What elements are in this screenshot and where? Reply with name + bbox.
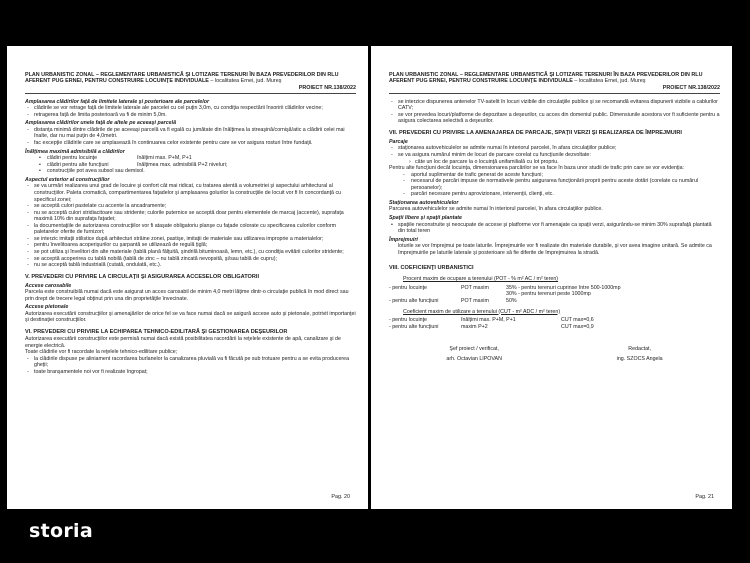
chapter-title: VII. PREVEDERI CU PRIVIRE LA AMENAJAREA DE PARCAJE, SPAŢII VERZI ŞI REALIZAREA DE ÎMPREJMUIRI — [389, 129, 682, 136]
height-row-label: • construcţiile pot avea subsol sau demisol. — [47, 168, 145, 175]
table-row — [389, 298, 720, 305]
list-item — [25, 168, 356, 175]
section-title: Înălţimea maximă admisibilă a clădirilor — [25, 148, 125, 155]
table-cell: - pentru locuinţe — [389, 284, 427, 291]
document-header — [389, 72, 720, 85]
table-cell: - pentru locuinţe — [389, 317, 427, 324]
signature-left — [446, 346, 502, 362]
signature-name: ing. SZOCS Angela — [616, 355, 663, 362]
document-header — [25, 72, 356, 85]
table-cell: maxim P+2 — [461, 323, 488, 330]
project-number: PROIECT NR.138/2022 — [389, 85, 720, 94]
page-number: Pag. 21 — [695, 494, 714, 501]
cut-title: Coeficient maxim de utilizare a terenului (CUT - m² ADC / m² teren) — [403, 308, 561, 315]
list-item: - toate branşamentele noi vor fi realizate îngropat; — [25, 369, 356, 376]
table-cell: - pentru alte funcţiuni — [389, 298, 439, 305]
storia-logo: storia — [29, 520, 93, 542]
height-row-label: • clădiri pentru locuinţe — [47, 155, 98, 162]
table-cell: CUT max=0,6 — [561, 317, 594, 324]
chapter-title: V. PREVEDERI CU PRIVIRE LA CIRCULAŢII ŞI ASIGURAREA ACCESELOR OBLIGATORII — [25, 273, 260, 280]
table-cell: 30% - pentru terenuri peste 1000mp — [506, 291, 591, 298]
list-item: - clădirile se vor retrage faţă de limitele laterale ale parcelei cu cel puţin 3,0m, cu condiţia respectării însoririi clădirilor vecine; — [25, 105, 356, 112]
bullet-list — [25, 155, 356, 175]
paragraph: Parcela este construibilă numai dacă este asigurat un acces carosabil de minim 4,0 metri lăţime dintr-o circulaţie publică în mod direct sau prin drept de trecere legal obţinut prin una din proprietăţile învecinate. — [25, 289, 349, 302]
signatures — [389, 346, 720, 362]
list-item: - nu se acceptă culori stridiacitoare sau stridente; culorile puternice se acceptă doar pentru elementele de marcaj (accente), suprafaţa maximă 10% din suprafaţa faţadei; — [25, 210, 356, 223]
table-cell: - pentru alte funcţiuni — [389, 323, 439, 330]
document-page-21 — [371, 46, 732, 509]
list-item: - se acceptă acoperirea cu tablă nobilă (tablă de zinc – nu tablă zincată nevopsită, şi/sau tablă de cupru); — [25, 256, 356, 263]
header-municipality: – localitatea Ernei, jud. Mureş — [210, 78, 282, 85]
bullet-list — [25, 127, 356, 147]
bullet-list — [389, 145, 720, 165]
section-title: Accese pietonale — [25, 304, 69, 311]
list-item: - staţionarea autovehiculelor se admite numai în interiorul parcelei, în afara circulaţiilor publice; — [389, 145, 720, 152]
cut-table — [389, 317, 720, 330]
bullet-list — [25, 183, 356, 268]
height-row-value: înălţimi max. P+M, P+1 — [137, 155, 192, 162]
chapter-title: VI. PREVEDERI CU PRIVIRE LA ECHIPAREA TEHNICO-EDILITARĂ ŞI GESTIONAREA DEŞEURILOR — [25, 329, 288, 336]
list-item: - la clădirile dispuse pe aliniament racordarea burlanelor la canalizarea pluvială va fi făcută pe sub trotuare pentru a se evita producerea gheţii; — [25, 356, 356, 369]
list-item: - distanţa minimă dintre clădirile de pe aceeaşi parcelă va fi egală cu jumătate din înălţimea la streaşină/cornişă/atic a clădirii celei mai înalte, dar nu mai puţin de 4,0metri. — [25, 127, 356, 140]
bullet-list — [25, 105, 356, 118]
section-title: Staţionarea autovehiculelor — [389, 199, 459, 206]
table-cell: POT maxim — [461, 284, 489, 291]
section-title: Aspectul exterior al construcţiilor — [25, 176, 110, 183]
project-number: PROIECT NR.138/2022 — [25, 85, 356, 94]
section-title: Spaţii libere şi spaţii plantate — [389, 215, 463, 222]
list-item: - se va urmări realizarea unui grad de locuire şi confort cât mai ridicat, cu tratarea atentă a volumetriei şi aspectului arhitectural al construcţiilor. Paleta cromatică, compartimentarea faţadelor şi amplasarea golurilor la construcţiile de locuit vor fi în concordanţă cu specificul zonei; — [25, 183, 356, 203]
table-row — [389, 324, 720, 331]
table-cell: CUT max=0,9 — [561, 323, 594, 330]
pot-title: Procent maxim de ocupare a terenului (POT - % m² AC / m² teren) — [403, 276, 559, 283]
bullet-list — [25, 356, 356, 376]
page-content — [25, 72, 356, 491]
section-title: Împrejmuiri — [389, 236, 418, 243]
paragraph: Pentru alte funcţiuni decât locuinţa, dimensionarea parcărilor se va face în baza unor studii de trafic prin care se vor evidenţia: — [389, 165, 685, 172]
paragraph: loturile se vor împrejmui pe toate laturile. Împrejmuirile vor fi realizate din materiale durabile, şi vor avea imagine unitară. Se admite ca împrejmuirile pe laturile laterale şi posterioare să fie diferite de împrejmuirea la stradă. — [398, 243, 712, 256]
paragraph: Parcarea autovehiculelor se admite numai în interiorul parcelei, în afara circulaţiilor publice. — [389, 206, 603, 213]
bullet-list — [389, 172, 720, 198]
signature-role: Redactat, — [628, 346, 651, 353]
signature-role: Şef proiect / verificat, — [449, 346, 499, 353]
paragraph: Autorizarea executării construcţiilor şi amenajărilor de orice fel se va face numai dacă se asigură accese auto şi pietonale, potrivit importanţei şi destinaţiei construcţiilor. — [25, 310, 356, 324]
signature-right — [617, 346, 663, 362]
bullet-list — [389, 99, 720, 125]
table-cell: 50% — [506, 298, 517, 305]
list-item: › câte un loc de parcare la o locuinţă unifamilială cu lot propriu. — [389, 159, 720, 166]
header-title: PLAN URBANISTIC ZONAL – REGLEMENTARE URBANISTICĂ ŞI LOTIZARE TERENURI ÎN BAZA PREVEDERILOR DIN RLU AFERENT PUG ERNEI, PENTRU CONSTRUIRE LOCUINŢE INDIVIDUALE — [389, 72, 703, 85]
list-item: - fac excepţie clădirile care se amplasează în continuarea celor existente pentru care se vor asigura rosturi între fundaţii. — [25, 140, 356, 147]
list-item: - se vor prevedea locuri/platforme de depozitare a deşeurilor, cu acces din domeniul public. Dimensiunile acestora vor fi suficiente pentru a asigura colectarea selectivă a deşeurilor. — [389, 112, 720, 125]
section-title: Amplasarea clădirilor faţă de limitele laterale şi posterioare ale parcelelor — [25, 98, 210, 105]
list-item: - se acceptă culori pastelate cu accente la ancadramente; — [25, 203, 356, 210]
header-title: PLAN URBANISTIC ZONAL – REGLEMENTARE URBANISTICĂ ŞI LOTIZARE TERENURI ÎN BAZA PREVEDERILOR DIN RLU AFERENT PUG ERNEI, PENTRU CONSTRUIRE LOCUINŢE INDIVIDUALE — [25, 72, 339, 85]
bullet-list — [389, 222, 720, 235]
page-content — [389, 72, 720, 491]
table-cell: POT maxim — [461, 298, 489, 305]
paragraph: Autorizarea executării construcţiilor este permisă numai dacă există posibilitatea racordării la reţelele existente de apă, canalizare şi de energie electrică. — [25, 335, 341, 349]
section-title: Amplasarea clădirilor unele faţă de altele pe aceeaşi parcelă — [25, 120, 177, 127]
height-row-value: înălţimea max. admisibilă P+2 niveluri; — [137, 161, 228, 168]
header-municipality: – localitatea Ernei, jud. Mureş — [574, 78, 646, 85]
list-item: - se interzice dispunerea antenelor TV-satelit în locuri vizibile din circulaţiile publice şi se recomandă evitarea dispunerii vizibile a cablurilor CATV; — [389, 99, 720, 112]
list-item: - nu se acceptă tablă industrială (cutată, ondulată, etc.). — [25, 262, 356, 269]
paragraph: Toate clădirile vor fi racordate la reţelele tehnico-edilitare publice; — [25, 349, 178, 356]
list-item: - se interzic imitaţii stilistice după arhitecturi străine zonei, pastişe, imitaţii de materiale sau utilizarea improprie a materialelor; — [25, 236, 356, 243]
list-item: - retragerea faţă de limita posterioară va fi de minim 5,0m. — [25, 112, 356, 119]
list-item: - necesarul de parcări impuse de normativele pentru asigurarea funcţionării proprii pentru aceste dotări (corelate cu numărul persoanelor); — [389, 178, 720, 191]
list-item: • spaţiile neconstruite şi neocupate de accese şi platforme vor fi amenajate ca spaţii verzi, asigurându-se minim 30% suprafaţă plantată din total teren — [389, 222, 720, 235]
section-title: Accese carosabile — [25, 282, 72, 289]
height-row-label: • clădiri pentru alte funcţiuni — [47, 161, 109, 168]
list-item: - parcări necesare pentru aprovizionare, intervenţii, clienţi, etc. — [389, 191, 720, 198]
list-item: - la documentaţiile de autorizarea construcţiilor vor fi ataşate obligatoriu planşe cu faţade colorate cu specificarea culorilor conform paletarelor oferite de furnizori; — [25, 223, 356, 236]
list-item: - se va asigura numărul minim de locuri de parcare corelat cu funcţiunile dezvoltate: — [389, 152, 720, 159]
section-title: Parcaje — [389, 138, 408, 145]
pot-table — [389, 285, 720, 305]
list-item: - aportul suplimentar de trafic generat de aceste funcţiuni; — [389, 172, 720, 179]
page-number: Pag. 20 — [331, 494, 350, 501]
document-page-20 — [7, 46, 368, 509]
signature-name: arh. Octavian LIPOVAN — [446, 355, 502, 362]
table-cell: înălţimi max. P+M, P+1 — [461, 317, 516, 324]
list-item: - se pot utiliza şi învelitori din alte materiale (tablă plană fălţuită, şindrilă bituminoasă, lemn, etc.), cu condiţia evitării culorilor stridente; — [25, 249, 356, 256]
chapter-title: VIII. COEFICIENŢI URBANISTICI — [389, 265, 474, 272]
table-cell: 35% - pentru terenuri cuprinse între 500-1000mp — [506, 284, 621, 291]
list-item: - pentru învelitoarea acoperişurilor cu şarpantă se utilizează de regulă ţiglă; — [25, 242, 356, 249]
